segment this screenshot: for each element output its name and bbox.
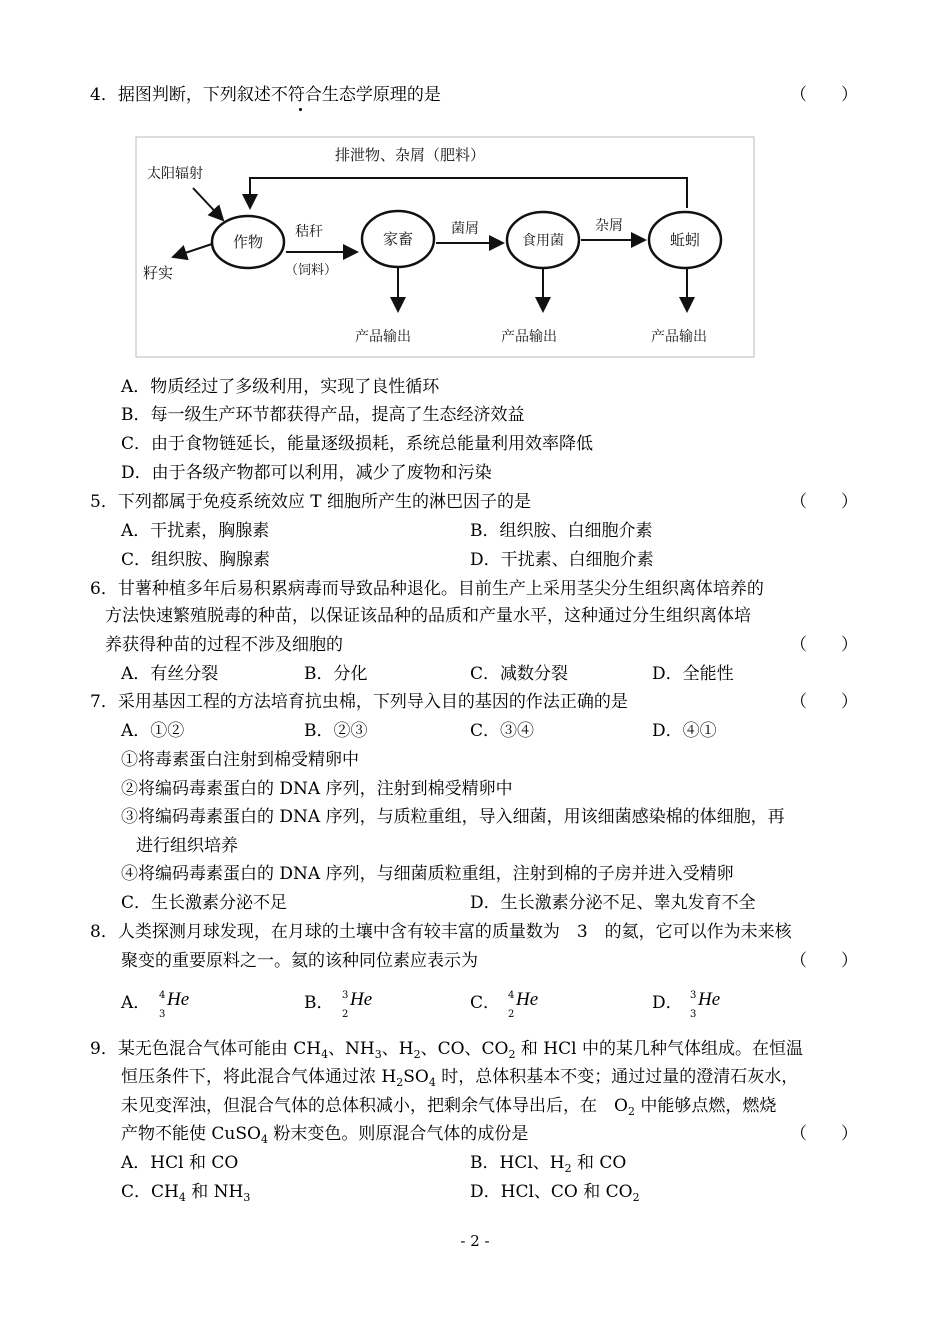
top-fertilizer-label: 排泄物、杂屑（肥料） [335, 146, 486, 164]
q5-option-d: D．干扰素、白细胞介素 [470, 550, 654, 570]
q7-extra-option-d: D．生长激素分泌不足、睾丸发育不全 [470, 893, 756, 913]
q7-item-3: ③将编码毒素蛋白的 DNA 序列，与质粒重组，导入细菌，用该细菌感染棉的体细胞，再 [121, 807, 785, 827]
q7-item-1: ①将毒素蛋白注射到棉受精卵中 [121, 750, 359, 770]
earthworm-label: 蚯蚓 [669, 231, 701, 249]
q6-option-a: A．有丝分裂 [121, 664, 219, 684]
emphasis-dot [299, 108, 302, 111]
q5-option-c: C．组织胺、胸腺素 [121, 550, 271, 570]
output-label-1: 产品输出 [355, 329, 411, 345]
q5-stem: 5．下列都属于免疫系统效应 T 细胞所产生的淋巴因子的是 [90, 492, 531, 512]
q7-answer-paren: （ ） [790, 692, 858, 712]
q7-option-c: C．③④ [470, 721, 535, 741]
q9-option-b: B．HCl、$H_2$ 和 CO [470, 1153, 627, 1175]
q9-line-1: 9．某无色混合气体可能由 $CH_4$、$NH_3$、$H_2$、CO、$CO_2$ 和 HCl 中的某几种气体组成。在恒温 [90, 1039, 803, 1061]
q7-item-2: ②将编码毒素蛋白的 DNA 序列，注射到棉受精卵中 [121, 779, 513, 799]
q8-line-1: 8．人类探测月球发现，在月球的土壤中含有较丰富的质量数为 3 的氦，它可以作为未来核 [90, 922, 792, 942]
q5-answer-paren: （ ） [790, 492, 858, 512]
eco-agriculture-diagram [135, 136, 755, 358]
fungus-residue-label: 菌屑 [451, 221, 479, 237]
q5-option-b: B．组织胺、白细胞介素 [470, 521, 653, 541]
livestock-label: 家畜 [382, 230, 414, 248]
q9-option-c: C．$CH_4$ 和 $NH_3$ [121, 1182, 251, 1204]
output-label-3: 产品输出 [651, 329, 707, 345]
q9-line-4: 产物不能使 CuSO$_4$ 粉末变色。则原混合气体的成份是 [121, 1124, 529, 1146]
q5-option-a: A．干扰素，胸腺素 [121, 521, 270, 541]
q4-stem: 4．据图判断，下列叙述不符合生态学原理的是 [90, 85, 441, 105]
debris-label: 杂屑 [595, 218, 623, 234]
q7-option-a: A．①② [121, 721, 185, 741]
page-number: - 2 - [460, 1232, 490, 1250]
q6-option-c: C．减数分裂 [470, 664, 569, 684]
q9-answer-paren: （ ） [790, 1124, 858, 1144]
q8-answer-paren: （ ） [790, 951, 858, 971]
seed-label: 籽实 [143, 264, 174, 282]
q8-line-2: 聚变的重要原料之一。氦的该种同位素应表示为 [121, 951, 478, 971]
q9-line-2: 恒压条件下，将此混合气体通过浓 $H_2SO_4$ 时，总体积基本不变；通过过量的澄清石灰水， [121, 1067, 799, 1089]
output-label-2: 产品输出 [501, 329, 557, 345]
q6-option-d: D．全能性 [652, 664, 734, 684]
q7-option-d: D．④① [652, 721, 717, 741]
q6-line-2: 方法快速繁殖脱毒的种苗，以保证该品种的品质和产量水平，这种通过分生组织离体培 [105, 606, 751, 626]
feed-label: （饲料） [285, 263, 338, 278]
q9-option-a: A．HCl 和 CO [121, 1153, 239, 1173]
q6-line-3: 养获得种苗的过程不涉及细胞的 [105, 635, 343, 655]
q7-extra-option-c: C．生长激素分泌不足 [121, 893, 288, 913]
crop-label: 作物 [232, 233, 264, 251]
q6-option-b: B．分化 [304, 664, 368, 684]
q7-stem: 7．采用基因工程的方法培育抗虫棉，下列导入目的基因的作法正确的是 [90, 692, 628, 712]
straw-label: 秸秆 [295, 224, 323, 240]
q4-option-c: C．由于食物链延长，能量逐级损耗，系统总能量利用效率降低 [121, 434, 594, 454]
q6-answer-paren: （ ） [790, 635, 858, 655]
q9-option-d: D．HCl、CO 和 $CO_2$ [470, 1182, 640, 1204]
q4-answer-paren: （ ） [790, 85, 858, 105]
q7-option-b: B．②③ [304, 721, 368, 741]
sun-label: 太阳辐射 [147, 166, 203, 182]
q6-line-1: 6．甘薯种植多年后易积累病毒而导致品种退化。目前生产上采用茎尖分生组织离体培养的 [90, 579, 764, 599]
q4-option-d: D．由于各级产物都可以利用，减少了废物和污染 [121, 463, 492, 483]
q7-item-3-cont: 进行组织培养 [136, 836, 238, 856]
q4-option-b: B．每一级生产环节都获得产品，提高了生态经济效益 [121, 405, 525, 425]
q9-line-3: 未见变浑浊，但混合气体的总体积减小，把剩余气体导出后，在 $O_2$ 中能够点燃，燃烧 [121, 1096, 777, 1118]
q7-item-4: ④将编码毒素蛋白的 DNA 序列，与细菌质粒重组，注射到棉的子房并进入受精卵 [121, 864, 734, 884]
q4-option-a: A．物质经过了多级利用，实现了良性循环 [121, 377, 440, 397]
edible-fungus-label: 食用菌 [522, 233, 564, 249]
